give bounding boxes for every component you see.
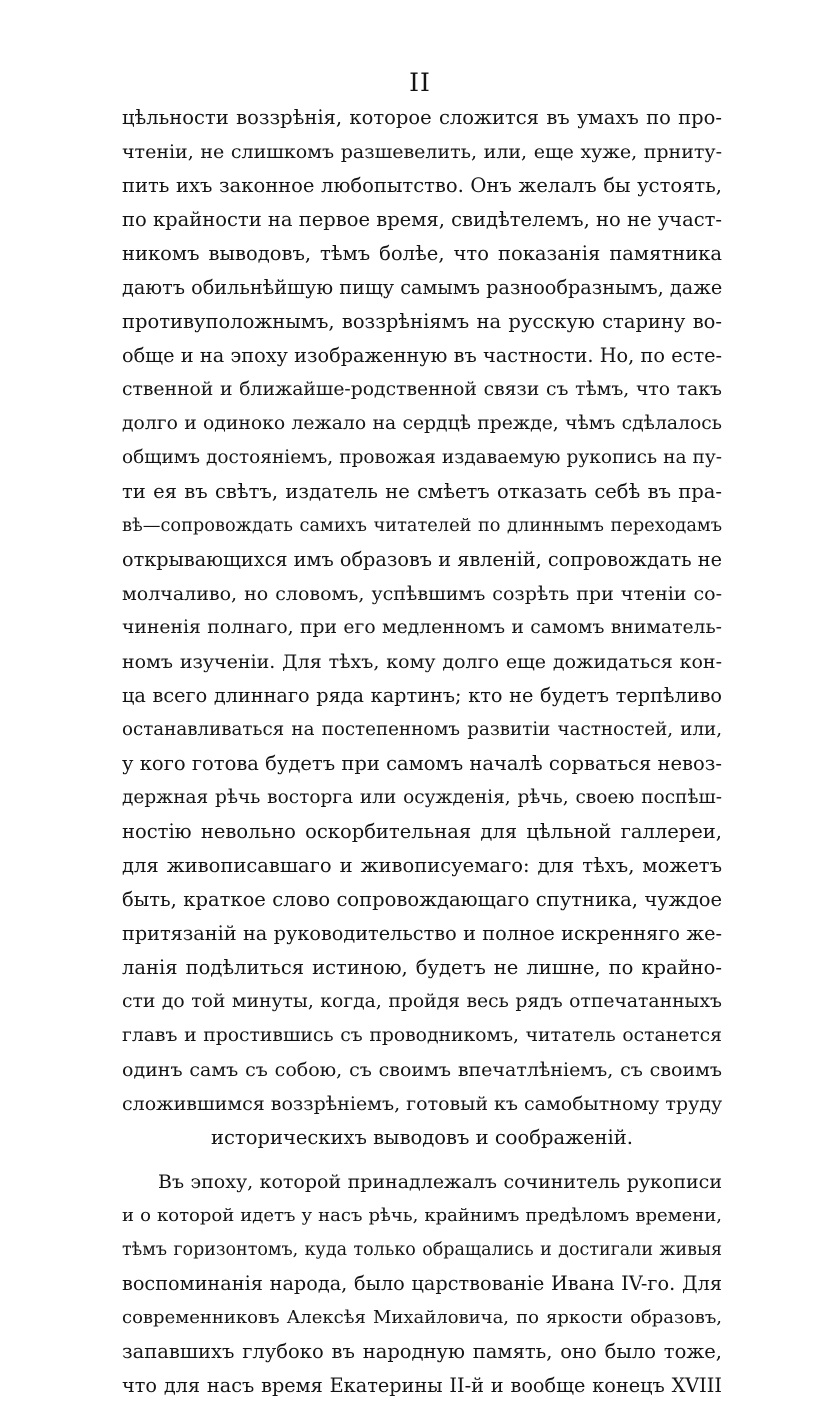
text-line: противуположнымъ, воззрѣніямъ на русскую старину во- [122, 310, 722, 333]
paragraph-gap [122, 1155, 722, 1165]
text-line: даютъ обильнѣйшую пищу самымъ разнообразнымъ, даже [122, 276, 723, 299]
text-line: сложившимся воззрѣніемъ, готовый къ самобытному труду [122, 1093, 723, 1115]
text-line: ланія подѣлиться истиною, будетъ не лишне, по крайно- [122, 956, 722, 979]
text-line: главъ и простившись съ проводникомъ, читатель останется [122, 1025, 722, 1046]
text-line: запавшихъ глубоко въ народную память, оно было тоже, [122, 1340, 722, 1363]
text-line: номъ изученіи. Для тѣхъ, кому долго еще дожидаться кон- [122, 651, 722, 673]
text-line: ностію невольно оскорбительная для цѣльной галлереи, [122, 820, 722, 843]
text-line: современниковъ Алексѣя Михайловича, по яркости образовъ, [122, 1307, 722, 1328]
text-line: притязаній на руководительство и полное искренняго же- [122, 922, 722, 945]
text-line: одинъ самъ съ собою, съ своимъ впечатлѣніемъ, съ своимъ [122, 1059, 722, 1081]
text-line: сти до той минуты, когда, пройдя весь рядъ отпечатанныхъ [122, 991, 722, 1012]
text-line: вѣ—сопровождать самихъ читателей по длиннымъ переходамъ [122, 516, 722, 536]
text-line: никомъ выводовъ, тѣмъ болѣе, что показанія памятника [122, 242, 722, 265]
text-line-first: Въ эпоху, которой принадлежалъ сочинитель рукописи [158, 1171, 722, 1193]
text-line: у кого готова будетъ при самомъ началѣ сорваться невоз- [122, 752, 722, 775]
text-line: молчаливо, но словомъ, успѣвшимъ созрѣть при чтеніи со- [122, 583, 722, 605]
text-line: и о которой идетъ у насъ рѣчь, крайнимъ предѣломъ времени, [122, 1205, 722, 1226]
text-line: ца всего длиннаго ряда картинъ; кто не будетъ терпѣливо [122, 684, 722, 707]
text-line: обще и на эпоху изображенную въ частности. Но, по есте- [122, 344, 722, 367]
text-line: ти ея въ свѣтъ, издатель не смѣетъ отказать себѣ въ пра- [122, 480, 722, 503]
text-line: воспоминанія народа, было царствованіе Ивана IV-го. Для [122, 1272, 722, 1295]
text-line: чтеніи, не слишкомъ разшевелить, или, еще хуже, прниту- [122, 141, 722, 163]
text-line: по крайности на первое время, свидѣтелемъ, но не участ- [122, 208, 722, 231]
text-line: держная рѣчь восторга или осужденія, рѣчь, своею поспѣш- [122, 787, 722, 808]
text-line: ственной и ближайше-родственной связи съ тѣмъ, что такъ [122, 379, 722, 400]
text-line: открывающихся имъ образовъ и явленій, сопровождать не [122, 548, 722, 571]
text-line: останавливаться на постепенномъ развитіи частностей, или, [122, 719, 722, 740]
text-line: для живописавшаго и живописуемаго: для тѣхъ, можетъ [122, 854, 722, 877]
text-line: цѣльности воззрѣнія, которое сложится въ умахъ по про- [122, 106, 722, 129]
text-line: долго и одиноко лежало на сердцѣ прежде, чѣмъ сдѣлалось [122, 413, 722, 434]
text-body [122, 101, 722, 1403]
text-line: чиненія полнаго, при его медленномъ и самомъ вниматель- [122, 617, 722, 638]
page-number: II [409, 68, 431, 97]
text-line: тѣмъ горизонтомъ, куда только обращались и достигали живыя [122, 1240, 722, 1260]
text-line: общимъ достояніемъ, провожая издаваемую рукопись на пу- [122, 447, 722, 468]
text-line: пить ихъ законное любопытство. Онъ желалъ бы устоять, [122, 174, 722, 197]
text-line: быть, краткое слово сопровождающаго спутника, чуждое [122, 888, 722, 911]
text-line-last: историческихъ выводовъ и соображеній. [211, 1126, 633, 1149]
text-line: что для насъ время Екатерины II-й и вообще конецъ XVIII [122, 1374, 722, 1397]
